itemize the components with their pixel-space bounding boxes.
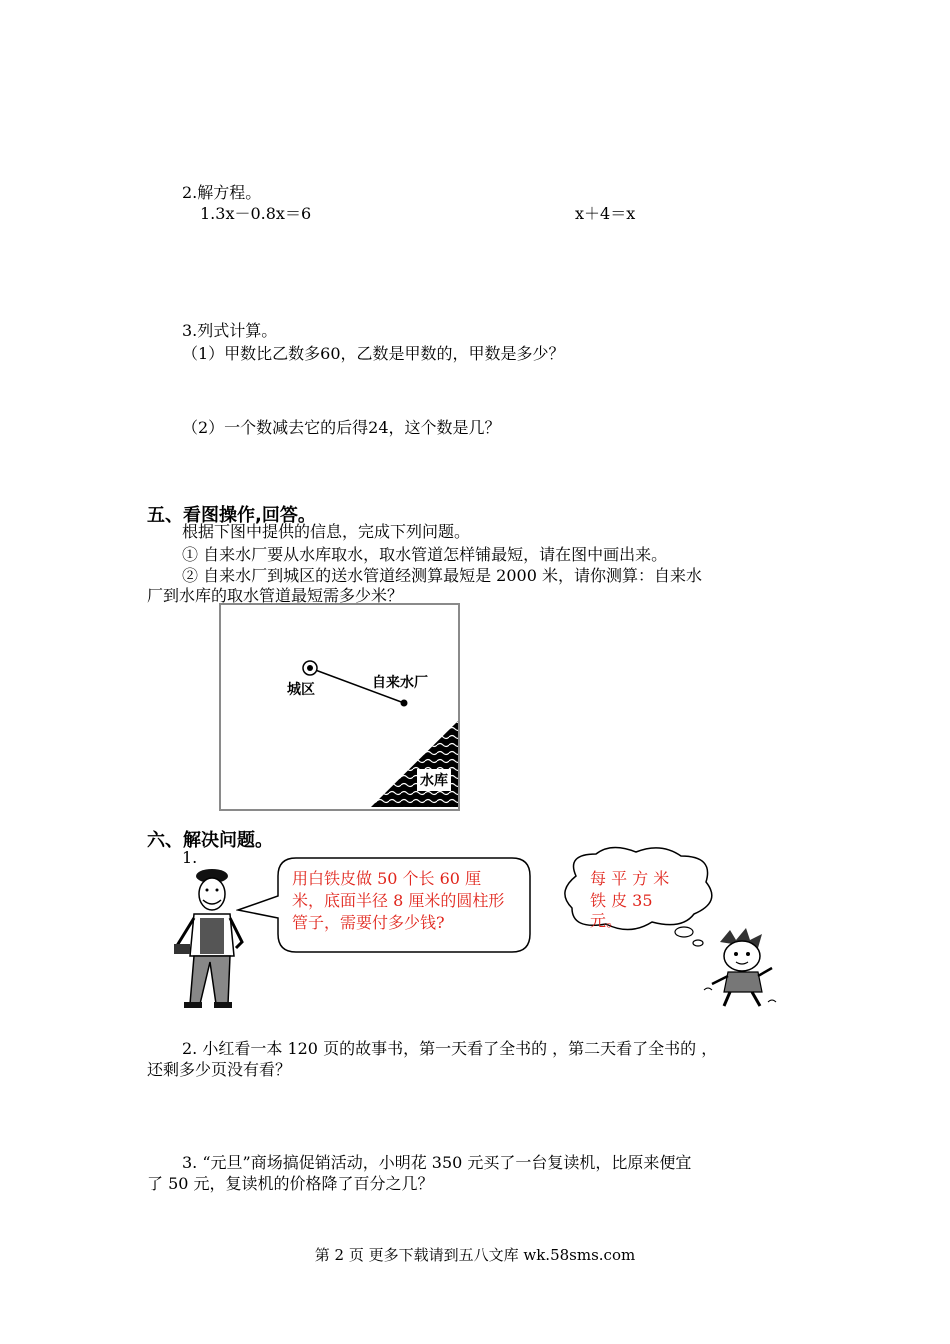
section-5-item-2-line-1: ② 自来水厂到城区的送水管道经测算最短是 2000 米，请你测算：自来水 — [182, 566, 702, 585]
q2-title: 2.解方程。 — [182, 183, 262, 202]
q3-part-1: （1）甲数比乙数多60，乙数是甲数的，甲数是多少？ — [182, 344, 565, 363]
section-6-q3-line-2: 了 50 元，复读机的价格降了百分之几？ — [147, 1174, 434, 1193]
plant-marker-icon — [401, 700, 408, 707]
reservoir-area — [371, 717, 458, 807]
section-6-q1-number: 1. — [182, 848, 198, 867]
equation-2: x＋4＝x — [575, 204, 636, 223]
section-6-q2-line-2: 还剩多少页没有看？ — [147, 1060, 292, 1079]
speech-bubble-text: 用白铁皮做 50 个长 60 厘米，底面半径 8 厘米的圆柱形管子，需要付多少钱? — [292, 869, 505, 932]
section-6-q3-line-1: 3. “元旦”商场搞促销活动，小明花 350 元买了一台复读机，比原来便宜 — [182, 1153, 692, 1172]
q3-part-2: （2）一个数减去它的后得24，这个数是几？ — [182, 418, 501, 437]
reservoir-label: 水库 — [417, 769, 451, 791]
thought-text-line-1: 每 平 方 米 — [590, 869, 670, 888]
page-footer: 第 2 页 更多下载请到五八文库 wk.58sms.com — [314, 1246, 636, 1264]
equation-1: 1.3x－0.8x＝6 — [200, 204, 312, 223]
section-5-item-2-line-2: 厂到水库的取水管道最短需多少米？ — [147, 586, 404, 605]
thought-text-line-2: 铁 皮 35 — [590, 891, 653, 910]
city-label: 城区 — [287, 682, 315, 698]
plant-label: 自来水厂 — [372, 675, 428, 691]
section-5-item-1: ① 自来水厂要从水库取水，取水管道怎样铺最短，请在图中画出来。 — [182, 545, 668, 564]
kid-illustration — [700, 926, 780, 1012]
section-6-heading: 六、解决问题。 — [147, 830, 273, 851]
thought-text-line-3: 元。 — [590, 911, 623, 930]
q3-title: 3.列式计算。 — [182, 321, 278, 340]
city-marker-dot — [307, 665, 313, 671]
map-figure — [219, 603, 460, 811]
section-6-q2-line-1: 2. 小红看一本 120 页的故事书，第一天看了全书的 ，第二天看了全书的 ， — [182, 1039, 718, 1058]
section-5-intro: 根据下图中提供的信息，完成下列问题。 — [182, 522, 471, 541]
section-5-heading: 五、看图操作,回答。 — [147, 505, 316, 526]
